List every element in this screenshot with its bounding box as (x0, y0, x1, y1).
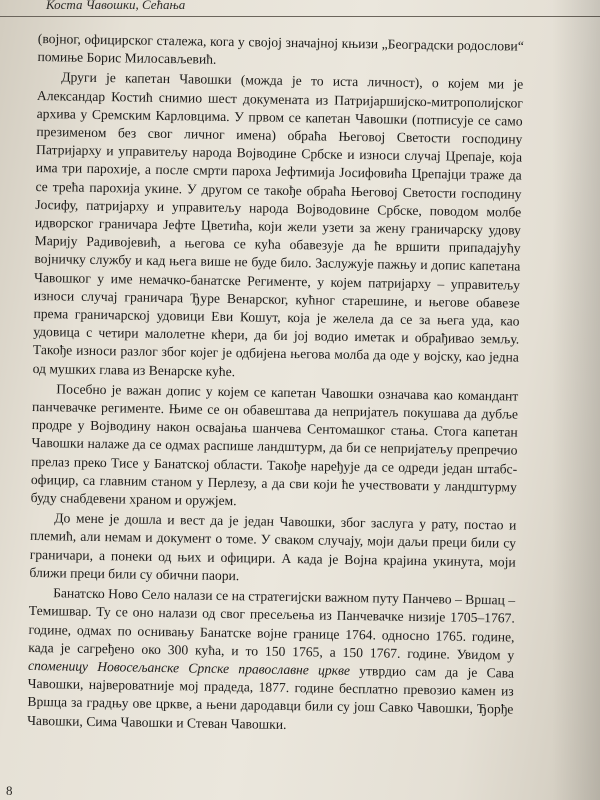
paragraph-2: Други је капетан Чавошки (можда је то иста личност), о којем ми је Александар Костић снимио шест докумената из Патријаршијско-митрополијског архива у Сремским Карловцима. У првом се капетан Чавошки (потписује се само презименом без свог личног имена) обраћа Његовој Светости господину Патријарху и управитељу народа Војводине Србске и износи случај Црепаје, која има три парохије, а после смрти пароха Јефтимија Јосифовића Црепајци траже да се трећа парохија укине. У другом се такође обраћа Његовој Светости господину Јосифу, патријарху и управитељу народа Војводовине Србске, поводом молбе идворског граничара Јефте Цветића, који жели узети за жену граничарску удову Марију Радивојевић, а његова се кућа обавезује да ће вршити припадајућу војничку службу и кад њега више не буде било. Заслужује пажњу и допис капетана Чавошког у име немачко-банатске Регименте, у којем патријарху – управитељу износи случај граничара Ђуре Венарског, кућног старешине, и његове обавезе према граничарској удовици Еви Кошут, која је желела да се за њега уда, као удовица с четири малолетне кћери, да би јој водио иметак и обрађивао земљу. Такође износи разлог због којег је одбијена његова молба да оде у војску, као једна од мушких глава из Венарске куће. (32, 69, 524, 379)
paragraph-4: До мене је дошла и вест да је један Чавошки, због заслуга у рату, постао и племић, али немам и документ о томе. У сваком случају, моји даљи преци били су граничари, а понеки од њих и официри. А када је Војна крајина укинута, моји ближи преци били су обични паори. (29, 510, 517, 584)
paragraph-5-text-a: Банатско Ново Село налази се на стратегијски важном путу Панчево – Вршац – Темишвар. Ту се оно налази од свог пресељења из Панчевачке низије 1705–1767. године, одмах по оснивању Банатске војне границе 1764. односно 1765. године, када је сагређено око 300 кућа, и то 150 1765, а 150 1767. године. Увидом у (28, 585, 516, 663)
paragraph-1: (војног, официрског сталежа, кога у својој значајној књизи „Београдски родослови“ помиње Борис Милосављевић. (37, 30, 524, 68)
page-shadow (552, 0, 600, 800)
running-head-text: Коста Чавошки, Сећања (46, 0, 186, 12)
running-head (0, 0, 600, 17)
body-text (27, 30, 524, 737)
page-number: 8 (6, 783, 13, 798)
paragraph-3: Посебно је важан допис у којем се капетан Чавошки означава као командант панчевачке регименте. Њиме се он обавештава да непријатељ покушава да дубље продре у Војводину након освајања шанчева Сентомашког стања. Стога капетан Чавошки налаже да се одмах распише ландштурм, да би се непријатељу препречио прелаз преко Тисе у Банатској области. Такође наређује да се одреди један штабс-официр, са главним станом у Перлезу, а да сви који ће учествовати у ландштурму буду снабдевени храном и оружјем. (30, 381, 519, 509)
paragraph-5-italic: споменицу Новосељанске Српске православне цркве (27, 657, 351, 678)
paragraph-5 (27, 584, 515, 737)
paragraph-5-text-b: утврдио сам да је Сава Чавошки, највероватније мој прадеда, 1877. године бесплатно превозио камен из Вршца за градњу ове цркве, а њени дародавци били су још Савко Чавошки, Ђорђе Чавошки, Сима Чавошки и Стеван Чавошки. (27, 662, 515, 732)
